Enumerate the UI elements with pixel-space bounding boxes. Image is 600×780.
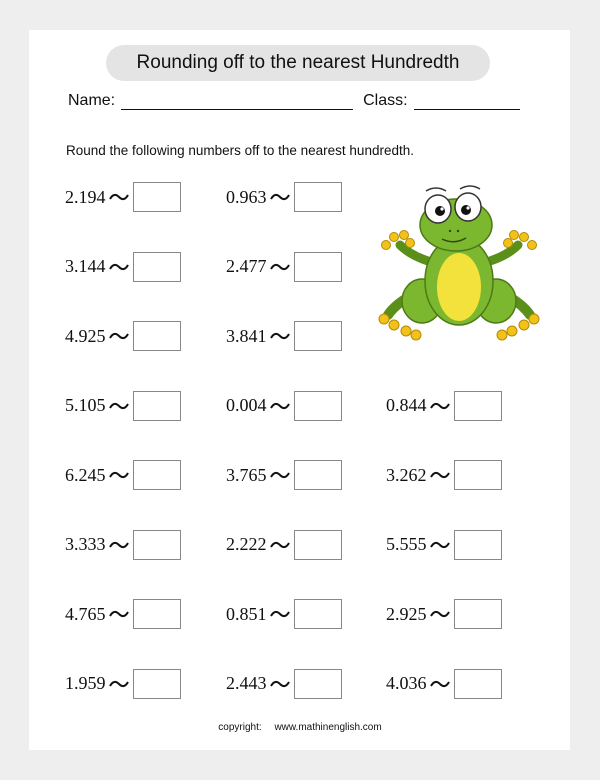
problem-number: 2.222 <box>226 534 267 554</box>
name-class-row <box>68 92 520 110</box>
footer-site: www.mathinenglish.com <box>274 722 382 733</box>
approx-tilde-icon <box>270 400 290 412</box>
problem-item <box>386 529 502 561</box>
problem-number: 1.959 <box>65 673 106 693</box>
approx-tilde-icon <box>109 469 129 481</box>
answer-box[interactable] <box>294 669 342 699</box>
problem-number: 5.555 <box>386 534 427 554</box>
problem-number: 0.004 <box>226 395 267 415</box>
answer-box[interactable] <box>133 460 181 490</box>
problem-item <box>65 529 181 561</box>
approx-tilde-icon <box>109 539 129 551</box>
problem-item <box>226 459 342 491</box>
approx-tilde-icon <box>270 191 290 203</box>
answer-box[interactable] <box>454 599 502 629</box>
problem-number: 2.194 <box>65 186 106 207</box>
approx-tilde-icon <box>270 678 290 690</box>
approx-tilde-icon <box>270 539 290 551</box>
worksheet-title: Rounding off to the nearest Hundredth <box>106 45 490 81</box>
problem-item <box>386 668 502 700</box>
approx-tilde-icon <box>270 330 290 342</box>
name-label: Name: <box>68 92 116 109</box>
approx-tilde-icon <box>430 678 450 690</box>
problem-item <box>65 320 181 352</box>
answer-box[interactable] <box>294 391 342 421</box>
problem-item <box>65 459 181 491</box>
answer-box[interactable] <box>454 530 502 560</box>
answer-box[interactable] <box>133 599 181 629</box>
frog-illustration <box>376 183 542 343</box>
approx-tilde-icon <box>109 400 129 412</box>
answer-box[interactable] <box>454 669 502 699</box>
class-label: Class: <box>363 92 408 109</box>
problem-item <box>226 390 342 422</box>
approx-tilde-icon <box>109 330 129 342</box>
answer-box[interactable] <box>454 460 502 490</box>
problem-number: 2.477 <box>226 256 267 276</box>
answer-box[interactable] <box>294 460 342 490</box>
answer-box[interactable] <box>133 252 181 282</box>
answer-box[interactable] <box>133 321 181 351</box>
answer-box[interactable] <box>294 321 342 351</box>
problem-item <box>65 390 181 422</box>
problem-item <box>65 668 181 700</box>
answer-box[interactable] <box>133 530 181 560</box>
footer-label: copyright: <box>218 722 262 733</box>
approx-tilde-icon <box>109 191 129 203</box>
approx-tilde-icon <box>270 469 290 481</box>
footer-copyright <box>0 722 600 733</box>
problem-number: 3.144 <box>65 256 106 276</box>
problem-number: 0.851 <box>226 603 267 624</box>
problem-item <box>65 181 181 213</box>
problem-item <box>386 459 502 491</box>
class-blank[interactable] <box>414 95 520 110</box>
problem-item <box>226 598 342 630</box>
answer-box[interactable] <box>454 391 502 421</box>
problem-item <box>226 251 342 283</box>
instruction-text: Round the following numbers off to the nearest hundredth. <box>66 143 414 158</box>
problem-number: 2.443 <box>226 673 267 693</box>
problem-number: 3.333 <box>65 534 106 554</box>
answer-box[interactable] <box>294 252 342 282</box>
problem-number: 4.036 <box>386 673 427 693</box>
problem-number: 3.262 <box>386 464 427 485</box>
approx-tilde-icon <box>109 678 129 690</box>
approx-tilde-icon <box>430 539 450 551</box>
problem-number: 3.841 <box>226 325 267 346</box>
problem-number: 0.844 <box>386 395 427 415</box>
problem-item <box>386 598 502 630</box>
problem-item <box>65 598 181 630</box>
problem-item <box>386 390 502 422</box>
approx-tilde-icon <box>430 469 450 481</box>
problem-number: 4.765 <box>65 603 106 624</box>
answer-box[interactable] <box>133 391 181 421</box>
problem-item <box>226 320 342 352</box>
approx-tilde-icon <box>109 261 129 273</box>
approx-tilde-icon <box>109 608 129 620</box>
answer-box[interactable] <box>133 669 181 699</box>
name-blank[interactable] <box>121 95 353 110</box>
problem-item <box>65 251 181 283</box>
approx-tilde-icon <box>430 400 450 412</box>
approx-tilde-icon <box>270 261 290 273</box>
problem-number: 5.105 <box>65 395 106 415</box>
problem-item <box>226 181 342 213</box>
problem-number: 6.245 <box>65 464 106 485</box>
approx-tilde-icon <box>430 608 450 620</box>
problem-number: 3.765 <box>226 464 267 485</box>
problem-number: 0.963 <box>226 186 267 207</box>
problem-item <box>226 529 342 561</box>
answer-box[interactable] <box>294 182 342 212</box>
problem-number: 2.925 <box>386 603 427 624</box>
answer-box[interactable] <box>133 182 181 212</box>
approx-tilde-icon <box>270 608 290 620</box>
answer-box[interactable] <box>294 530 342 560</box>
problem-number: 4.925 <box>65 325 106 346</box>
answer-box[interactable] <box>294 599 342 629</box>
problem-item <box>226 668 342 700</box>
